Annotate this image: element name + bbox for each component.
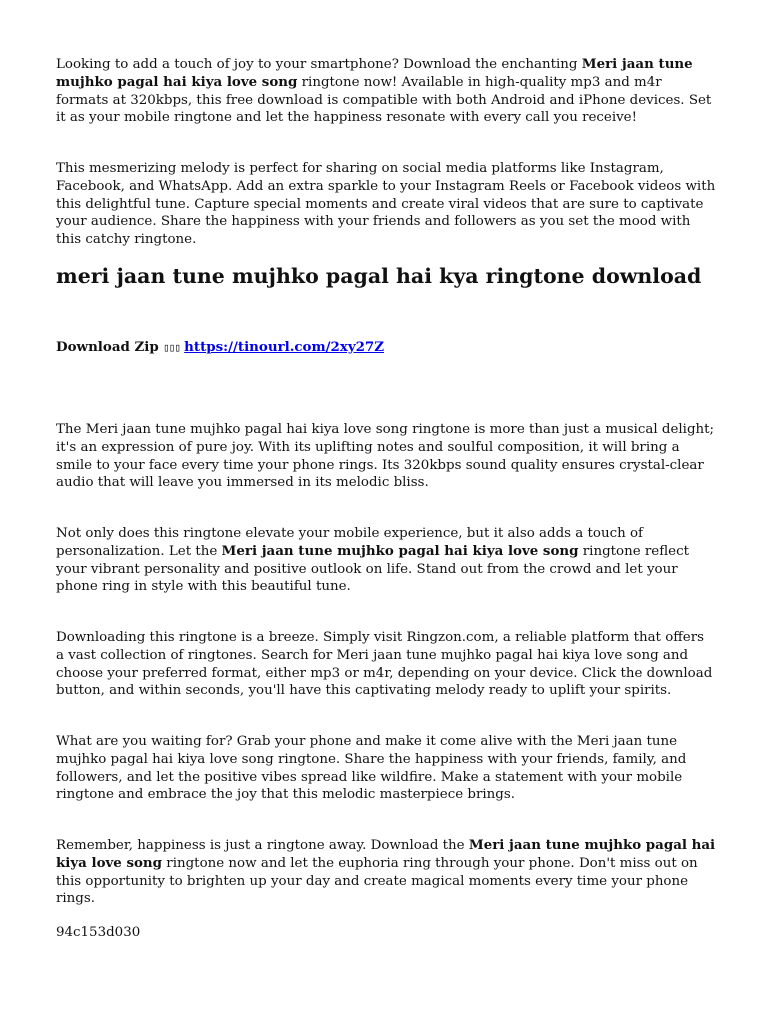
download-line bbox=[56, 339, 384, 357]
personalization-song-title: Meri jaan tune mujhko pagal hai kiya love song bbox=[221, 542, 579, 559]
download-label: Download Zip bbox=[56, 339, 159, 355]
intro-text-c: ringtone now! Available in high-quality mp3 and m4r formats at 320kbps, this free download is compatible with both Android and iPhone devices. Set it as your mobile ringtone and let the happiness resonate with every call you receive! bbox=[56, 74, 712, 126]
personalization-text-c: ringtone reflect your vibrant personality and positive outlook on life. Stand out from the crowd and let your phone ring in style with this beautiful tune. bbox=[56, 543, 689, 595]
joy-paragraph: The Meri jaan tune mujhko pagal hai kiya love song ringtone is more than just a musical delight; it's an expression of pure joy. With its uplifting notes and soulful composition, it will bring a smile to your face every time your phone rings. Its 320kbps sound quality ensures crystal-clear audio that will leave you immersed in its melodic bliss. bbox=[56, 422, 715, 491]
personalization-text-a: Not only does this ringtone elevate your mobile experience, but it also adds a touch of personalization. Let the bbox=[56, 526, 643, 559]
call-to-action-paragraph: What are you waiting for? Grab your phone and make it come alive with the Meri jaan tune mujhko pagal hai kiya love song ringtone. Share the happiness with your friends, family, and followers, and let the positive vibes spread like wildfire. Make a statement with your mobile ringtone and embrace the joy that this melodic masterpiece brings. bbox=[56, 734, 687, 803]
intro-paragraph bbox=[56, 56, 716, 127]
placeholder-glyphs: ▯▯▯ bbox=[163, 341, 180, 354]
personalization-paragraph bbox=[56, 525, 716, 596]
intro-text-a: Looking to add a touch of joy to your smartphone? Download the enchanting bbox=[56, 57, 582, 72]
closing-song-title: Meri jaan tune mujhko pagal hai kiya love song bbox=[56, 837, 716, 871]
social-paragraph: This mesmerizing melody is perfect for sharing on social media platforms like Instagram, Facebook, and WhatsApp. Add an extra sparkle to your Instagram Reels or Facebook videos with this delightful tune. Capture special moments and create viral videos that are sure to captivate your audience. Share the happiness with your friends and followers as you set the mood with this catchy ringtone. bbox=[56, 161, 716, 248]
closing-paragraph bbox=[56, 837, 716, 908]
intro-song-title: Meri jaan tune mujhko pagal hai kiya love song bbox=[56, 56, 693, 90]
closing-text-a: Remember, happiness is just a ringtone away. Download the bbox=[56, 838, 469, 853]
hash-code: 94c153d030 bbox=[56, 925, 141, 940]
download-instructions-paragraph: Downloading this ringtone is a breeze. Simply visit Ringzon.com, a reliable platform that offers a vast collection of ringtones. Search for Meri jaan tune mujhko pagal hai kiya love song and choose your preferred format, either mp3 or m4r, depending on your device. Click the download button, and within seconds, you'll have this captivating melody ready to uplift your spirits. bbox=[56, 630, 713, 699]
closing-text-c: ringtone now and let the euphoria ring through your phone. Don't miss out on this opportunity to brighten up your day and create magical moments every time your phone rings. bbox=[56, 855, 698, 907]
page-heading: meri jaan tune mujhko pagal hai kya ringtone download bbox=[56, 264, 702, 288]
download-link[interactable]: https://tinourl.com/2xy27Z bbox=[184, 339, 385, 355]
